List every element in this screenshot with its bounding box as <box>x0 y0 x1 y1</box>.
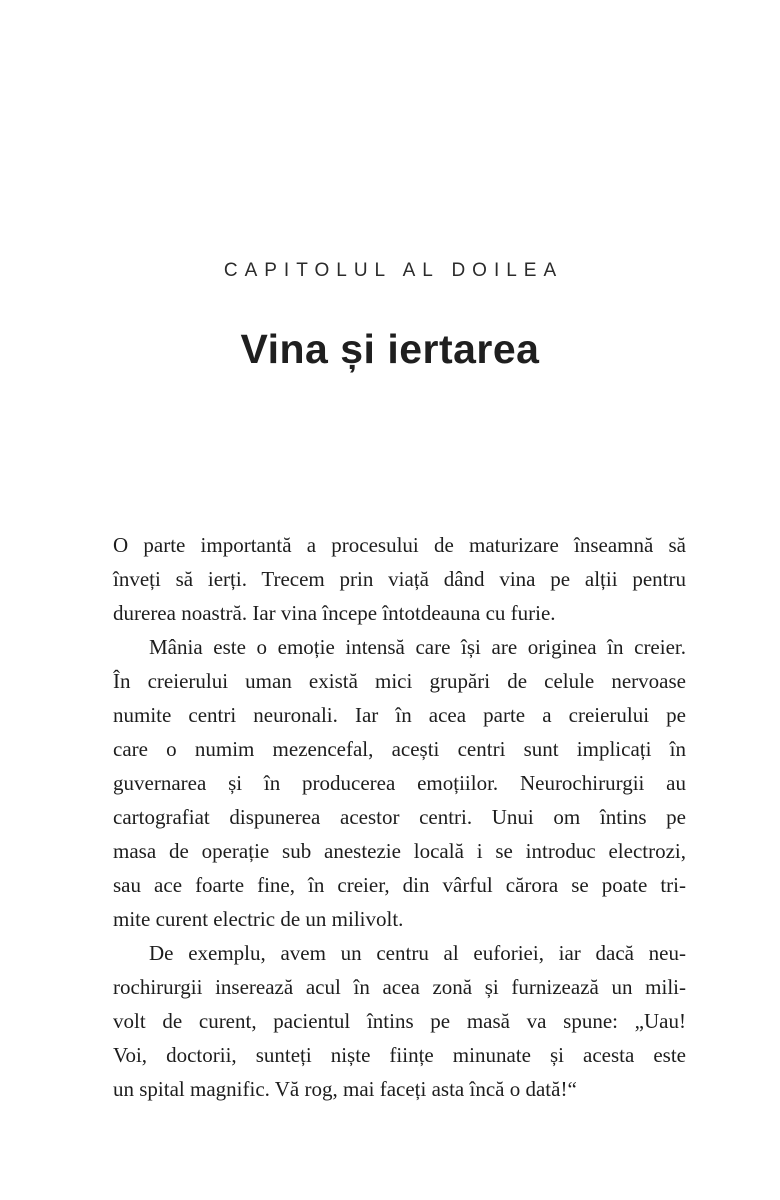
text-line: volt de curent, pacientul întins pe masă va spune: „Uau! <box>113 1009 686 1033</box>
text-line: O parte importantă a procesului de maturizare înseamnă să <box>113 533 686 557</box>
text-line: mite curent electric de un milivolt. <box>113 907 404 931</box>
text-line: rochirurgii inserează acul în acea zonă și furnizează un mili- <box>113 975 686 999</box>
text-line: un spital magnific. Vă rog, mai faceți asta încă o dată!“ <box>113 1077 577 1101</box>
text-line: sau ace foarte fine, în creier, din vârful cărora se poate tri- <box>113 873 686 897</box>
body-text <box>113 528 686 1106</box>
text-line: masa de operație sub anestezie locală i se introduc electrozi, <box>113 839 686 863</box>
text-line: De exemplu, avem un centru al euforiei, iar dacă neu- <box>149 941 686 965</box>
text-line: Voi, doctorii, sunteți niște ființe minunate și acesta este <box>113 1043 686 1067</box>
text-line: numite centri neuronali. Iar în acea parte a creierului pe <box>113 703 686 727</box>
text-line: În creierului uman există mici grupări de celule nervoase <box>113 669 686 693</box>
text-line: înveți să ierți. Trecem prin viață dând vina pe alții pentru <box>113 567 686 591</box>
text-line: guvernarea și în producerea emoțiilor. Neurochirurgii au <box>113 771 686 795</box>
text-line: cartografiat dispunerea acestor centri. Unui om întins pe <box>113 805 686 829</box>
chapter-title: Vina și iertarea <box>240 326 540 372</box>
paragraph <box>113 528 686 630</box>
text-line: durerea noastră. Iar vina începe întotdeauna cu furie. <box>113 601 556 625</box>
paragraph <box>113 630 686 936</box>
chapter-kicker: CAPITOLUL AL DOILEA <box>223 260 564 281</box>
text-line: care o numim mezencefal, acești centri sunt implicați în <box>113 737 686 761</box>
text-line: Mânia este o emoție intensă care își are originea în creier. <box>149 635 686 659</box>
paragraph <box>113 936 686 1106</box>
